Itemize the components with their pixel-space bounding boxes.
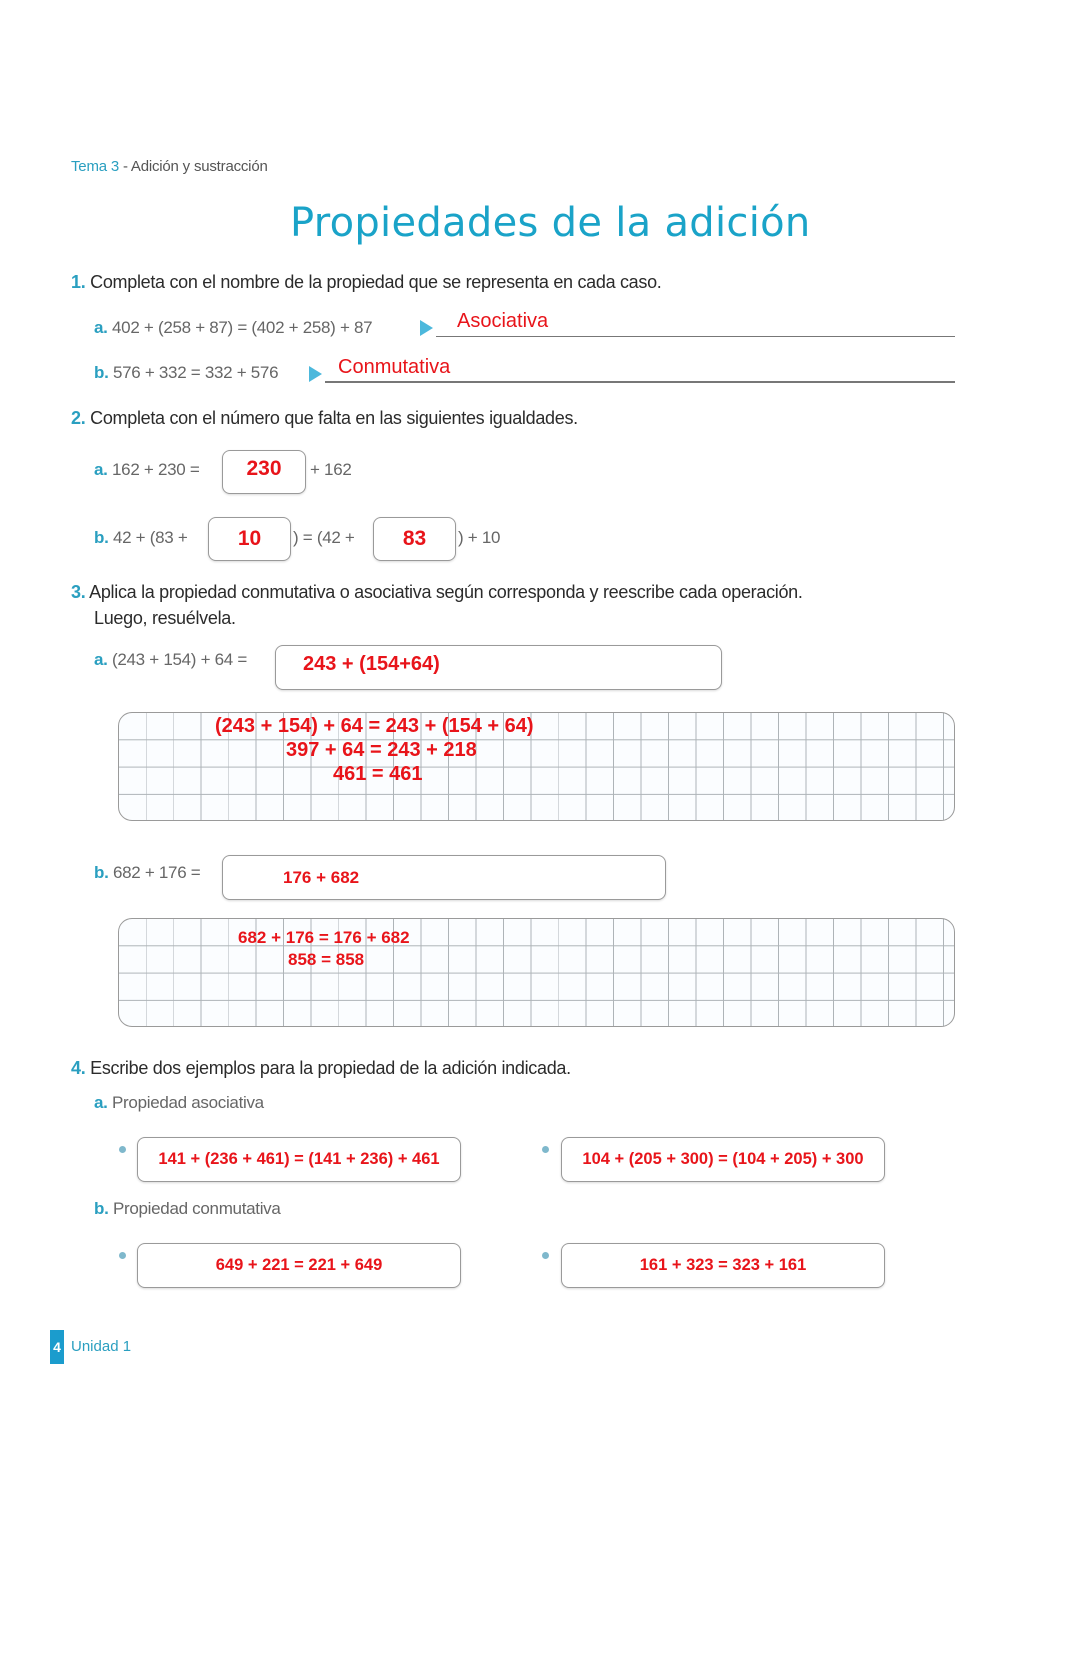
q4a-title: a. Propiedad asociativa [94, 1093, 264, 1112]
breadcrumb-separator: - [119, 158, 131, 175]
q3b-answer: 176 + 682 [283, 867, 360, 887]
q3a-answer-box[interactable] [275, 645, 722, 690]
q3-text-line1: Aplica la propiedad conmutativa o asociativa según corresponda y reescribe cada operación. [89, 582, 803, 602]
q3a-work-line: (243 + 154) + 64 = 243 + (154 + 64) [215, 715, 534, 737]
q2a-right: + 162 [310, 460, 352, 479]
q3a-expression: a. (243 + 154) + 64 = [94, 650, 247, 669]
arrow-right-icon [420, 320, 433, 336]
q4-number: 4. [71, 1058, 86, 1078]
q4b-example-box-2[interactable] [561, 1243, 885, 1288]
q2b-answer-1: 10 [237, 527, 262, 550]
q1b-expression: b. 576 + 332 = 332 + 576 [94, 363, 279, 382]
q2b-part1: b. 42 + (83 + [94, 528, 188, 547]
q3-text-line2: Luego, resuélvela. [94, 608, 236, 628]
q4b-example-1: 649 + 221 = 221 + 649 [215, 1256, 383, 1274]
q1a-answer[interactable]: Asociativa [457, 310, 549, 332]
q4a-example-box-2[interactable] [561, 1137, 885, 1182]
q1a-answer-line [436, 336, 955, 337]
breadcrumb [71, 158, 268, 175]
q3b-expression: b. 682 + 176 = [94, 863, 201, 882]
bullet-icon [119, 1252, 126, 1259]
page-number: 4 [53, 1339, 61, 1355]
bullet-icon [542, 1146, 549, 1153]
arrow-right-icon [309, 366, 322, 382]
q4-prompt [71, 1058, 571, 1079]
bullet-icon [542, 1252, 549, 1259]
bullet-icon [119, 1146, 126, 1153]
q4a-example-box-1[interactable] [137, 1137, 461, 1182]
q3b-answer-box[interactable] [222, 855, 666, 900]
breadcrumb-subject: Adición y sustracción [130, 158, 268, 175]
q2-number: 2. [71, 408, 86, 428]
q2a-left: a. 162 + 230 = [94, 460, 200, 479]
q3a-work-line: 397 + 64 = 243 + 218 [286, 739, 477, 761]
q4b-example-box-1[interactable] [137, 1243, 461, 1288]
q2b-answer-box-1[interactable] [208, 517, 291, 561]
q1-text: Completa con el nombre de la propiedad que se representa en cada caso. [90, 272, 662, 292]
page-number-tab [50, 1330, 64, 1364]
q2-text: Completa con el número que falta en las siguientes igualdades. [90, 408, 578, 428]
q3-number: 3. [71, 582, 86, 602]
q3b-work-line: 682 + 176 = 176 + 682 [238, 928, 410, 947]
q1b-answer-line [325, 381, 955, 383]
q3-prompt [71, 582, 803, 603]
q2b-part3: ) + 10 [458, 528, 501, 547]
q4a-example-1: 141 + (236 + 461) = (141 + 236) + 461 [158, 1150, 440, 1168]
q2b-answer-box-2[interactable] [373, 517, 456, 561]
q4-text: Escribe dos ejemplos para la propiedad de la adición indicada. [90, 1058, 571, 1078]
q2b-part2: ) = (42 + [293, 528, 355, 547]
q1-prompt [71, 272, 662, 293]
breadcrumb-topic: Tema 3 [71, 158, 119, 175]
q4a-example-2: 104 + (205 + 300) = (104 + 205) + 300 [582, 1150, 864, 1168]
unit-label: Unidad 1 [71, 1338, 132, 1355]
q1-number: 1. [71, 272, 86, 292]
q4b-example-2: 161 + 323 = 323 + 161 [639, 1256, 807, 1274]
q3a-answer: 243 + (154+64) [303, 653, 440, 675]
q1a-expression: a. 402 + (258 + 87) = (402 + 258) + 87 [94, 318, 373, 337]
q2a-answer: 230 [246, 457, 282, 480]
q2a-answer-box[interactable] [222, 450, 306, 494]
q1b-answer[interactable]: Conmutativa [338, 356, 451, 378]
q3a-work-line: 461 = 461 [333, 763, 423, 785]
page-title: Propiedades de la adición [290, 200, 811, 246]
q3b-work-line: 858 = 858 [288, 950, 365, 969]
q2b-answer-2: 83 [402, 527, 427, 550]
q2-prompt [71, 408, 578, 429]
q4b-title: b. Propiedad conmutativa [94, 1199, 281, 1218]
